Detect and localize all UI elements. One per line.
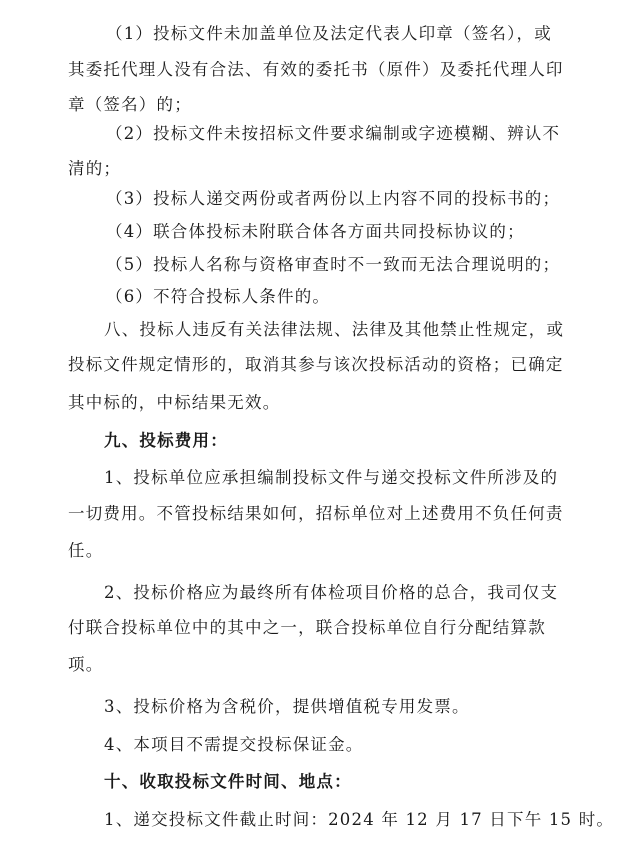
clause-6-line: （6）不符合投标人条件的。 xyxy=(106,287,331,306)
clause-1-line-2: 其委托代理人没有合法、有效的委托书（原件）及委托代理人印 xyxy=(68,60,564,79)
section-9-item-2-line-3: 项。 xyxy=(68,655,104,674)
section-8-line-2: 投标文件规定情形的，取消其参与该次投标活动的资格；已确定 xyxy=(68,355,564,374)
section-9-item-4: 4、本项目不需提交投标保证金。 xyxy=(104,735,364,754)
section-8-line-3: 其中标的，中标结果无效。 xyxy=(68,393,281,412)
section-10-item-1: 1、递交投标文件截止时间：2024 年 12 月 17 日下午 15 时。 xyxy=(104,810,615,829)
section-10-heading: 十、收取投标文件时间、地点： xyxy=(104,772,352,791)
clause-2-line-1: （2）投标文件未按招标文件要求编制或字迹模糊、辨认不 xyxy=(106,124,561,143)
clause-2-line-2: 清的； xyxy=(68,159,122,178)
section-9-heading: 九、投标费用： xyxy=(104,431,228,450)
section-9-item-2-line-1: 2、投标价格应为最终所有体检项目价格的总合，我司仅支 xyxy=(104,583,559,602)
clause-1-line-1: （1）投标文件未加盖单位及法定代表人印章（签名），或 xyxy=(106,24,552,43)
section-9-item-3: 3、投标价格为含税价，提供增值税专用发票。 xyxy=(104,697,470,716)
clause-4-line: （4）联合体投标未附联合体各方面共同投标协议的； xyxy=(106,222,525,241)
section-9-item-2-line-2: 付联合投标单位中的其中之一，联合投标单位自行分配结算款 xyxy=(68,618,546,637)
clause-1-line-3: 章（签名）的； xyxy=(68,95,192,114)
section-9-item-1-line-3: 任。 xyxy=(68,541,104,560)
section-8-line-1: 八、投标人违反有关法律法规、法律及其他禁止性规定，或 xyxy=(104,320,565,339)
section-9-item-1-line-2: 一切费用。不管投标结果如何，招标单位对上述费用不负任何责 xyxy=(68,504,564,523)
section-9-item-1-line-1: 1、投标单位应承担编制投标文件与递交投标文件所涉及的 xyxy=(104,468,559,487)
clause-5-line: （5）投标人名称与资格审查时不一致而无法合理说明的； xyxy=(106,255,561,274)
clause-3-line: （3）投标人递交两份或者两份以上内容不同的投标书的； xyxy=(106,189,561,208)
